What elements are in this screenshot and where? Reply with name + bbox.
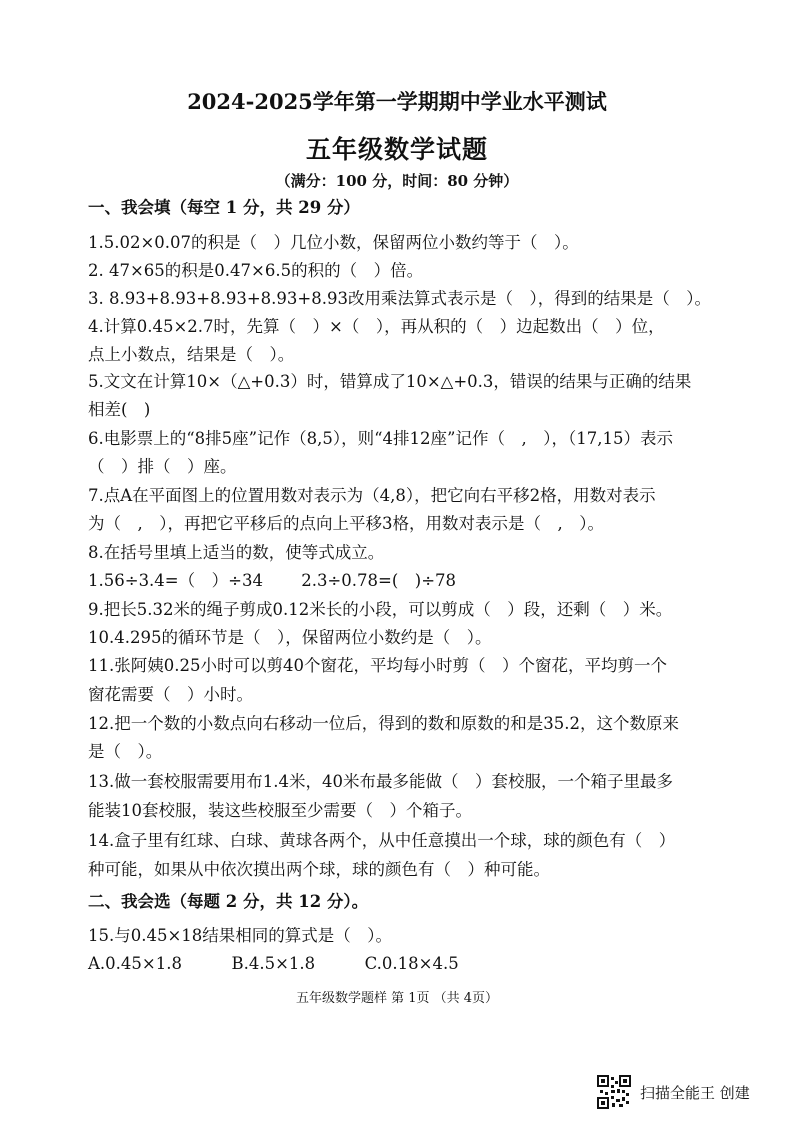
question-6: 6.电影票上的“8排5座”记作（8,5），则“4排12座”记作（ , ），（17,15）表示 bbox=[88, 429, 673, 448]
question-6-cont: （ ）排（ ）座。 bbox=[88, 457, 237, 476]
question-1: 1.5.02×0.07的积是（ ）几位小数，保留两位小数约等于（ ）。 bbox=[88, 233, 579, 252]
question-14: 14.盒子里有红球、白球、黄球各两个，从中任意摸出一个球，球的颜色有（ ） bbox=[88, 831, 676, 850]
section-heading-choice: 二、我会选（每题 2 分，共 12 分）。 bbox=[88, 892, 369, 911]
question-7: 7.点A在平面图上的位置用数对表示为（4,8），把它向右平移2格，用数对表示 bbox=[88, 486, 656, 505]
question-15: 15.与0.45×18结果相同的算式是（ ）。 bbox=[88, 926, 393, 945]
question-11: 11.张阿姨0.25小时可以剪40个窗花，平均每小时剪（ ）个窗花，平均剪一个 bbox=[88, 656, 667, 675]
exam-info: （满分：100 分，时间：80 分钟） bbox=[275, 172, 519, 190]
page-footer: 五年级数学题样 第 1页 （共 4页） bbox=[295, 991, 499, 1006]
question-5: 5.文文在计算10×（△+0.3）时，错算成了10×△+0.3，错误的结果与正确的结果 bbox=[88, 372, 692, 391]
question-5-cont: 相差( ) bbox=[88, 400, 151, 419]
question-3: 3. 8.93+8.93+8.93+8.93+8.93改用乘法算式表示是（ ），得到的结果是（ ）。 bbox=[88, 289, 711, 308]
question-14-cont: 种可能，如果从中依次摸出两个球，球的颜色有（ ）种可能。 bbox=[88, 860, 550, 879]
question-8: 8.在括号里填上适当的数，使等式成立。 bbox=[88, 543, 385, 562]
question-12-cont: 是（ ）。 bbox=[88, 742, 163, 761]
question-11-cont: 窗花需要（ ）小时。 bbox=[88, 685, 253, 704]
question-2: 2. 47×65的积是0.47×6.5的积的（ ）倍。 bbox=[88, 261, 424, 280]
scanner-watermark: 扫描全能王 创建 bbox=[640, 1084, 750, 1102]
question-9: 9.把长5.32米的绳子剪成0.12米长的小段，可以剪成（ ）段，还剩（ ）米。 bbox=[88, 600, 673, 619]
question-13: 13.做一套校服需要用布1.4米，40米布最多能做（ ）套校服，一个箱子里最多 bbox=[88, 772, 673, 791]
exam-subtitle: 五年级数学试题 bbox=[305, 135, 488, 164]
question-13-cont: 能装10套校服，装这些校服至少需要（ ）个箱子。 bbox=[88, 801, 472, 820]
section-heading-fill: 一、我会填（每空 1 分，共 29 分） bbox=[88, 198, 360, 217]
question-8-equations: 1.56÷3.4=（ ）÷34 2.3÷0.78=( )÷78 bbox=[88, 571, 457, 590]
question-10: 10.4.295的循环节是（ ），保留两位小数约是（ ）。 bbox=[88, 628, 492, 647]
question-4: 4.计算0.45×2.7时，先算（ ）×（ ），再从积的（ ）边起数出（ ）位， bbox=[88, 317, 665, 336]
question-4-cont: 点上小数点，结果是（ ）。 bbox=[88, 345, 295, 364]
question-12: 12.把一个数的小数点向右移动一位后，得到的数和原数的和是35.2，这个数原来 bbox=[88, 714, 679, 733]
question-15-options: A.0.45×1.8 B.4.5×1.8 C.0.18×4.5 bbox=[88, 954, 459, 973]
exam-title: 2024-2025学年第一学期期中学业水平测试 bbox=[187, 89, 607, 114]
question-7-cont: 为（ , ），再把它平移后的点向上平移3格，用数对表示是（ , ）。 bbox=[88, 514, 604, 533]
qr-code-icon bbox=[597, 1075, 631, 1109]
